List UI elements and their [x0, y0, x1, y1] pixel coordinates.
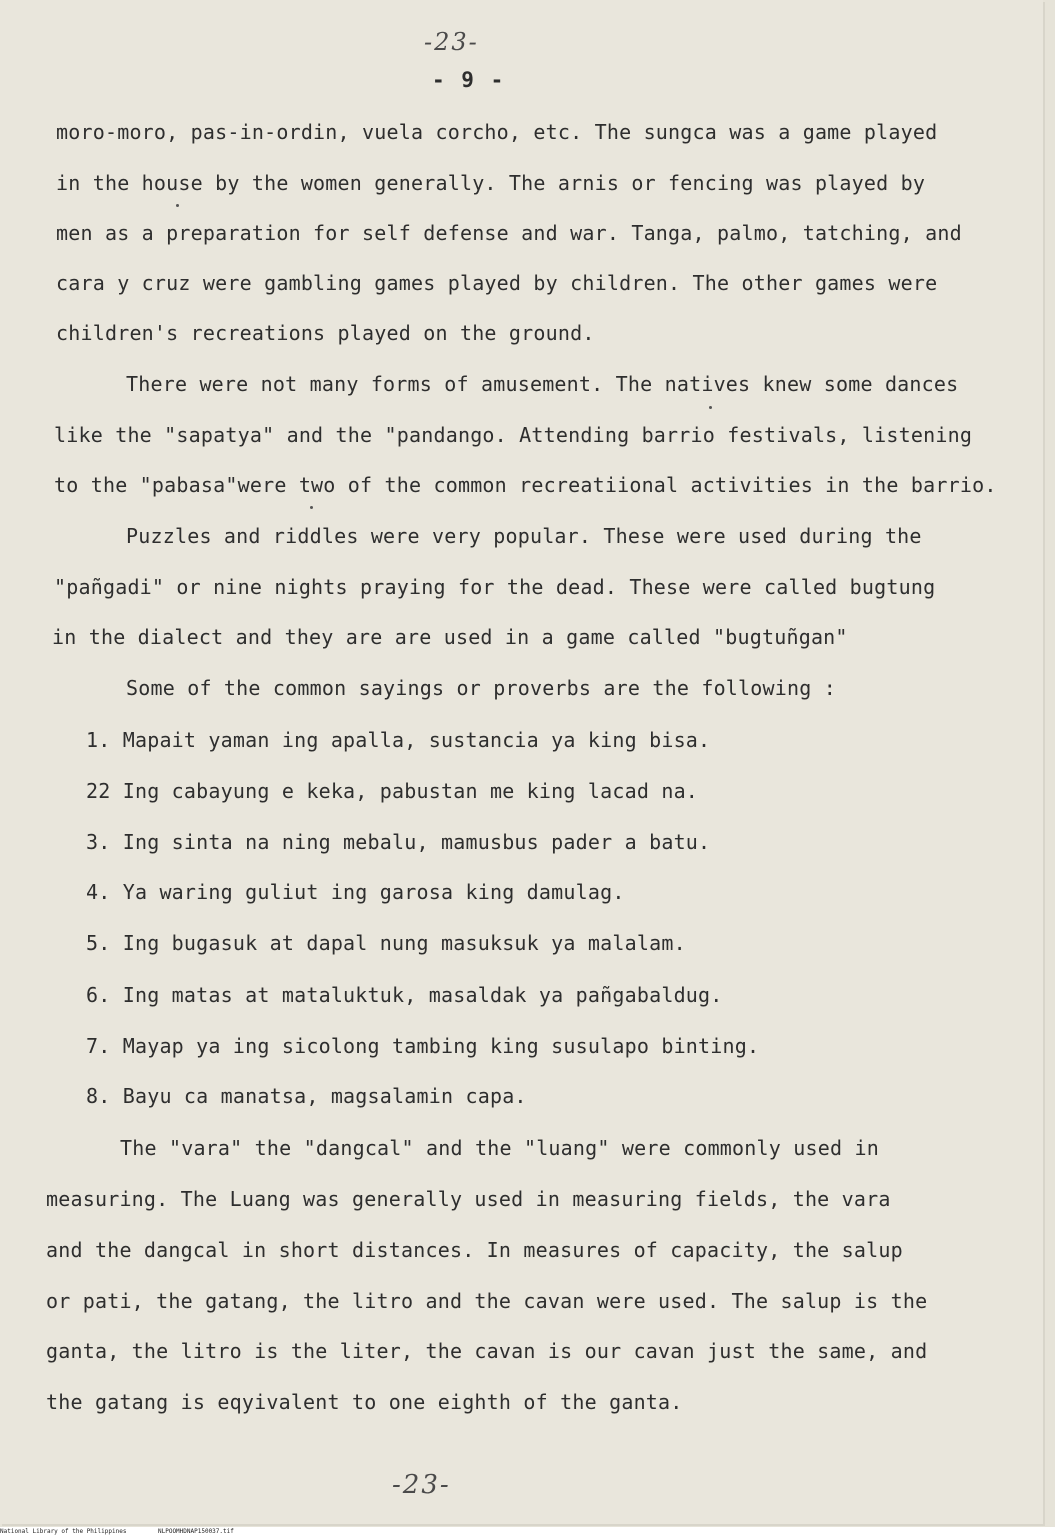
- handwritten-page-number-top: -23-: [424, 28, 479, 56]
- text-line: in the dialect and they are are used in a game called "bugtuñgan": [52, 625, 848, 649]
- text-line: There were not many forms of amusement. The natives knew some dances: [126, 372, 959, 396]
- text-line: children's recreations played on the ground.: [56, 321, 595, 345]
- text-line: to the "pabasa"were two of the common recreatiional activities in the barrio.: [54, 473, 997, 497]
- text-line: moro-moro, pas-in-ordin, vuela corcho, etc. The sungca was a game played: [56, 120, 938, 144]
- text-line: cara y cruz were gambling games played by children. The other games were: [56, 271, 938, 295]
- text-line: "pañgadi" or nine nights praying for the dead. These were called bugtung: [54, 575, 936, 599]
- proverbs-intro: Some of the common sayings or proverbs are the following :: [126, 676, 836, 700]
- text-line: men as a preparation for self defense and war. Tanga, palmo, tatching, and: [56, 221, 962, 245]
- text-line: like the "sapatya" and the "pandango. Attending barrio festivals, listening: [54, 423, 973, 447]
- handwritten-page-number-bottom: -23-: [392, 1470, 451, 1500]
- proverb-item: 4. Ya waring guliut ing garosa king damulag.: [86, 880, 625, 904]
- text-line: The "vara" the "dangcal" and the "luang" were commonly used in: [120, 1136, 879, 1160]
- paper-speck: [709, 406, 712, 409]
- paper-speck: [310, 506, 313, 509]
- typed-page-number: - 9 -: [432, 68, 506, 92]
- paper-speck: [176, 204, 179, 207]
- text-line: the gatang is eqyivalent to one eighth of the ganta.: [46, 1390, 683, 1414]
- text-line: measuring. The Luang was generally used in measuring fields, the vara: [46, 1187, 891, 1211]
- footer-filename: NLPOOMHDNAP150037.tif: [158, 1528, 234, 1535]
- text-line: ganta, the litro is the liter, the cavan is our cavan just the same, and: [46, 1339, 928, 1363]
- scan-footer: [0, 1527, 1055, 1537]
- footer-library: National Library of the Philippines: [0, 1528, 127, 1535]
- text-line: in the house by the women generally. The arnis or fencing was played by: [56, 171, 926, 195]
- proverb-item: 6. Ing matas at mataluktuk, masaldak ya pañgabaldug.: [86, 983, 723, 1007]
- proverb-item: 1. Mapait yaman ing apalla, sustancia ya king bisa.: [86, 728, 711, 752]
- text-line: and the dangcal in short distances. In measures of capacity, the salup: [46, 1238, 903, 1262]
- proverb-item: 5. Ing bugasuk at dapal nung masuksuk ya malalam.: [86, 931, 686, 955]
- text-line: Puzzles and riddles were very popular. These were used during the: [126, 524, 922, 548]
- text-line: or pati, the gatang, the litro and the cavan were used. The salup is the: [46, 1289, 928, 1313]
- proverb-item: 22 Ing cabayung e keka, pabustan me king lacad na.: [86, 779, 699, 803]
- proverb-item: 3. Ing sinta na ning mebalu, mamusbus pader a batu.: [86, 830, 711, 854]
- proverb-item: 8. Bayu ca manatsa, magsalamin capa.: [86, 1084, 527, 1108]
- proverb-item: 7. Mayap ya ing sicolong tambing king susulapo binting.: [86, 1034, 760, 1058]
